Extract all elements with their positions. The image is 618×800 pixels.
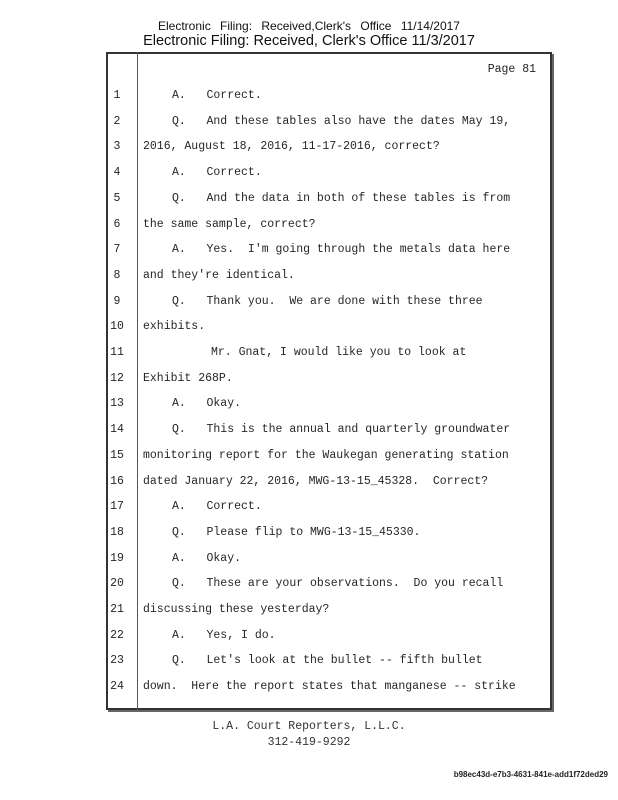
transcript-line	[0, 449, 618, 469]
line-text: dated January 22, 2016, MWG-13-15_45328. Correct?	[143, 474, 489, 488]
line-text: Q. Thank you. We are done with these three	[172, 294, 483, 308]
line-number: 22	[110, 628, 124, 642]
line-text: Exhibit 268P.	[143, 371, 233, 385]
line-text: Q. These are your observations. Do you recall	[172, 577, 504, 591]
line-number: 8	[113, 268, 121, 282]
transcript-line	[0, 243, 618, 263]
line-text: Q. And these tables also have the dates May 19,	[172, 114, 511, 128]
line-number: 9	[113, 294, 121, 308]
transcript-line	[0, 140, 618, 160]
transcript-line	[0, 192, 618, 212]
line-number: 5	[113, 191, 121, 205]
line-text: A. Yes, I do.	[172, 628, 276, 642]
line-text: exhibits.	[143, 320, 206, 334]
transcript-line	[0, 346, 618, 366]
line-number: 16	[110, 474, 124, 488]
line-number: 21	[110, 603, 124, 616]
line-text: Q. Please flip to MWG-13-15_45330.	[172, 525, 421, 539]
line-number: 3	[113, 140, 121, 154]
line-number: 19	[110, 551, 124, 565]
line-text: Q. This is the annual and quarterly groundwater	[172, 423, 511, 437]
line-text: the same sample, correct?	[143, 217, 316, 231]
transcript-line	[0, 115, 618, 135]
transcript-line	[0, 654, 618, 674]
line-number: 17	[110, 500, 124, 514]
line-text: A. Correct.	[172, 500, 262, 514]
transcript-line	[0, 552, 618, 572]
line-text: down. Here the report states that manganese -- strike	[143, 680, 516, 694]
line-text: 2016, August 18, 2016, 11-17-2016, correct?	[143, 140, 440, 154]
transcript-line	[0, 680, 618, 700]
line-text: A. Yes. I'm going through the metals data here	[172, 243, 511, 257]
filing-stamp-secondary: Electronic Filing: Received, Clerk's Office 11/3/2017	[143, 33, 475, 49]
transcript-line	[0, 500, 618, 520]
line-number: 15	[110, 448, 124, 462]
line-text: A. Correct.	[172, 166, 262, 180]
transcript-line	[0, 295, 618, 315]
line-number: 13	[110, 397, 124, 411]
line-text: Mr. Gnat, I would like you to look at	[211, 346, 467, 359]
line-number: 14	[110, 423, 124, 437]
transcript-line	[0, 269, 618, 289]
transcript-line	[0, 89, 618, 109]
transcript-line	[0, 397, 618, 417]
line-number: 4	[113, 166, 121, 180]
transcript-line	[0, 526, 618, 546]
line-number: 10	[110, 320, 124, 334]
line-number: 18	[110, 525, 124, 539]
line-text: A. Okay.	[172, 397, 242, 411]
line-text: Q. And the data in both of these tables is from	[172, 191, 511, 205]
transcript-line	[0, 372, 618, 392]
transcript-line	[0, 577, 618, 597]
line-text: A. Correct.	[172, 89, 262, 102]
document-id: b98ec43d-e7b3-4631-841e-add1f72ded29	[453, 770, 608, 779]
line-number: 6	[113, 217, 121, 231]
line-number: 24	[110, 680, 124, 694]
line-number: 23	[110, 654, 124, 668]
line-text: Q. Let's look at the bullet -- fifth bullet	[172, 654, 483, 668]
transcript-line	[0, 629, 618, 649]
line-number: 7	[113, 243, 121, 257]
transcript-line	[0, 423, 618, 443]
line-number: 12	[110, 371, 124, 385]
line-text: and they're identical.	[143, 268, 295, 282]
reporter-company: L.A. Court Reporters, L.L.C.	[212, 720, 406, 733]
line-number: 2	[113, 114, 121, 128]
line-number: 20	[110, 577, 124, 591]
page-number: Page 81	[487, 63, 536, 76]
transcript-line	[0, 603, 618, 623]
filing-stamp-primary: Electronic Filing: Received,Clerk's Office 11/14/2017	[158, 19, 460, 33]
transcript-line	[0, 218, 618, 238]
line-number: 11	[110, 346, 124, 359]
line-text: A. Okay.	[172, 551, 242, 565]
line-text: discussing these yesterday?	[143, 603, 330, 616]
line-number: 1	[113, 89, 121, 102]
transcript-line	[0, 166, 618, 186]
reporter-phone: 312-419-9292	[267, 736, 351, 749]
transcript-line	[0, 475, 618, 495]
transcript-line	[0, 320, 618, 340]
line-text: monitoring report for the Waukegan generating station	[143, 448, 509, 462]
